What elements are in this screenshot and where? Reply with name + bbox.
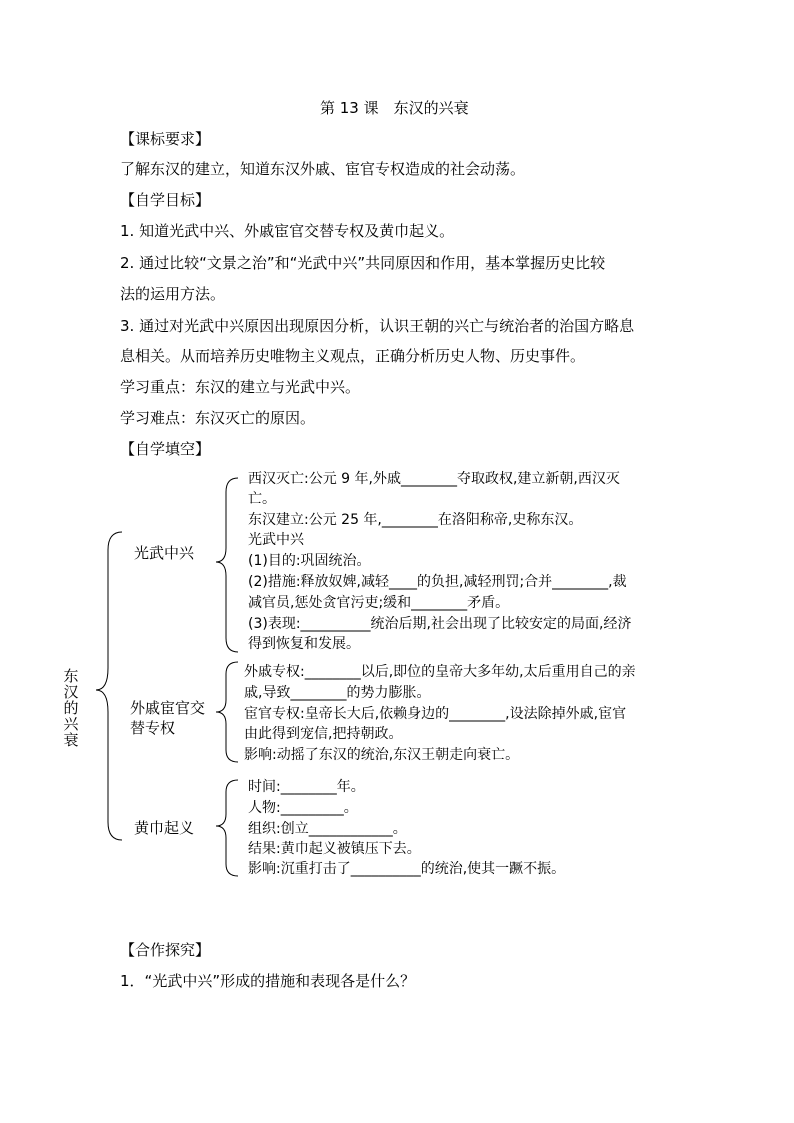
branch-1-line: (1)目的:巩固统治。 [248, 553, 371, 569]
branch-1-label: 光武中兴 [134, 544, 195, 562]
branch-1-line: 减官员,惩处贪官污吏;缓和________矛盾。 [248, 595, 510, 611]
branch-1-line: 西汉灭亡:公元 9 年,外戚________夺取政权,建立新朝,西汉灭 [248, 471, 620, 487]
branch-1-line: 得到恢复和发展。 [248, 636, 360, 652]
branch-1-line: 光武中兴 [248, 532, 304, 548]
branch-2-brace [216, 662, 238, 762]
curriculum-text: 了解东汉的建立，知道东汉外戚、宦官专权造成的社会动荡。 [120, 160, 526, 178]
branch-3-brace [216, 780, 238, 876]
branch-3-line: 影响:沉重打击了__________的统治,使其一蹶不振。 [248, 861, 566, 877]
branch-2-line: 外戚专权:________以后,即位的皇帝大多年幼,太后重用自己的亲 [244, 664, 636, 680]
root-brace [96, 532, 122, 840]
branch-3-label: 黄巾起义 [134, 819, 195, 837]
goal-1: 1. 知道光武中兴、外戚宦官交替专权及黄巾起义。 [120, 222, 455, 240]
branch-3-line: 结果:黄巾起义被镇压下去。 [248, 841, 421, 857]
branch-1-line: 东汉建立:公元 25 年,________在洛阳称帝,史称东汉。 [248, 512, 583, 528]
question-1: 1．“光武中兴”形成的措施和表现各是什么？ [120, 972, 416, 990]
branch-3-line: 时间:________年。 [248, 779, 365, 795]
goal-3-line-1: 3. 通过对光武中兴原因出现原因分析，认识王朝的兴亡与统治者的治国方略息 [120, 317, 635, 335]
branch-2-label-line-1: 外戚宦官交 [130, 699, 206, 717]
goal-2-line-1: 2. 通过比较“文景之治”和“光武中兴”共同原因和作用，基本掌握历史比较 [120, 254, 606, 272]
branch-2-line: 戚,导致________的势力膨胀。 [244, 685, 431, 701]
goals-heading: 【自学目标】 [120, 191, 211, 209]
mindmap-root: 东汉的兴衰 [63, 667, 79, 749]
branch-1-line: (3)表现:__________统治后期,社会出现了比较安定的局面,经济 [248, 616, 632, 632]
branch-2-line: 由此得到宠信,把持朝政。 [244, 726, 403, 742]
branch-1-line: 亡。 [248, 491, 276, 507]
branch-3-line: 组织:创立____________。 [248, 821, 407, 837]
difficult-point: 学习难点：东汉灭亡的原因。 [120, 409, 316, 427]
page-title: 第 13 课 东汉的兴衰 [320, 99, 469, 117]
explore-heading: 【合作探究】 [120, 941, 211, 959]
branch-2-label-line-2: 替专权 [130, 719, 176, 737]
branch-1-line: (2)措施:释放奴婢,减轻____的负担,减轻刑罚;合并________,裁 [248, 574, 627, 590]
key-point: 学习重点：东汉的建立与光武中兴。 [120, 378, 361, 396]
branch-3-line: 人物:_________。 [248, 800, 358, 816]
fill-heading: 【自学填空】 [120, 440, 211, 458]
curriculum-heading: 【课标要求】 [120, 130, 211, 148]
goal-3-line-2: 息相关。从而培养历史唯物主义观点，正确分析历史人物、历史事件。 [120, 347, 586, 365]
branch-2-line: 宦官专权:皇帝长大后,依赖身边的________,设法除掉外戚,宦官 [244, 706, 627, 722]
branch-2-line: 影响:动摇了东汉的统治,东汉王朝走向衰亡。 [244, 747, 520, 763]
goal-2-line-2: 法的运用方法。 [120, 285, 226, 303]
branch-1-brace [216, 478, 238, 652]
